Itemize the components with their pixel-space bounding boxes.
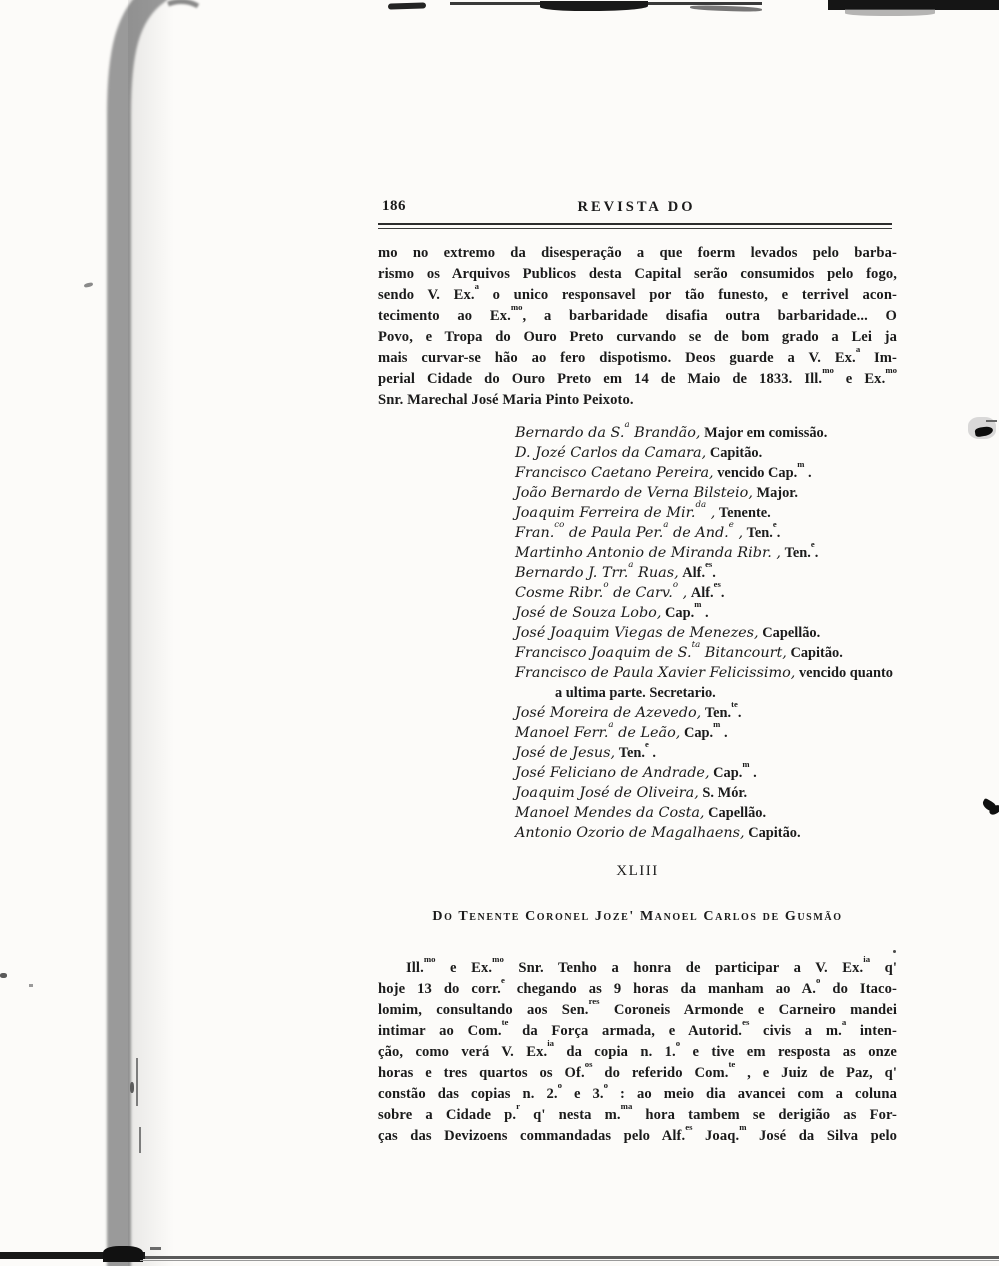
signatory-rank: vencido Cap.$^m$ . <box>717 459 812 481</box>
signatory-item <box>515 599 903 623</box>
signatory-name: D. Jozé Carlos da Camara, <box>515 445 707 461</box>
signatory-name: Joaquim José de Oliveira, <box>515 785 699 801</box>
text-line: Ill.$^{mo}$ e Ex.$^{mo}$ Snr. Tenho a honra de participar a V. Ex.$^{ia}$ q' <box>406 954 897 976</box>
section-title: Do Tenente Coronel Joze' Manoel Carlos de Gusmão <box>432 909 843 924</box>
signatory-rank: Capitão. <box>748 825 801 841</box>
signatory-name: Fran.$^{co}$ de Paula Per.$^a$ de And.$^e$ , <box>515 520 744 541</box>
signatory-name: Joaquim Ferreira de Mir.$^{da}$ , <box>515 500 716 521</box>
scan-artifact-top <box>690 5 762 13</box>
signatory-item <box>515 803 903 823</box>
scan-artifact-bottom <box>0 1252 145 1259</box>
signatory-item <box>515 699 903 723</box>
signatory-rank: Capellão. <box>708 805 767 821</box>
text-line: perial Cidade do Ouro Preto em 14 de Maio de 1833. Ill.$^{mo}$ e Ex.$^{mo}$ <box>378 365 897 387</box>
signatory-rank: Cap.$^m$ . <box>683 719 728 741</box>
text-line: horas e tres quartos os Of.$^{os}$ do referido Com.$^{te}$ , e Juiz de Paz, q' <box>378 1059 897 1081</box>
signatory-rank: Capitão. <box>790 645 843 661</box>
signatory-rank: Ten.$^e$. <box>784 539 819 561</box>
scan-artifact-top <box>540 1 648 11</box>
signatory-rank: Ten.$^e$. <box>746 519 781 541</box>
scan-artifact-left <box>0 973 7 978</box>
signatory-name: Manoel Ferr.$^a$ de Leão, <box>515 720 681 741</box>
scan-artifact-right <box>986 420 997 422</box>
signatory-rank: Ten.$^e$ . <box>618 739 657 761</box>
signatory-name: José Joaquim Viegas de Menezes, <box>515 625 759 641</box>
text-line: intimar ao Com.$^{te}$ da Força armada, e Autorid.$^{es}$ civis a m.$^a$ inten- <box>378 1017 897 1039</box>
scan-artifact-right <box>981 798 998 813</box>
signatory-rank: Alf.$^{es}$. <box>690 579 725 601</box>
text-line: Snr. Marechal José Maria Pinto Peixoto. <box>378 392 634 408</box>
signatory-item <box>515 459 903 483</box>
scan-artifact-right <box>988 804 999 816</box>
section-numeral: XLIII <box>616 863 659 879</box>
signatory-rank: Capellão. <box>762 625 821 641</box>
signatories-list <box>515 420 903 843</box>
signatory-name: Francisco Joaquim de S.$^{ta}$ Bitancourt, <box>515 640 787 661</box>
signatory-name: Francisco de Paula Xavier Felicissimo, <box>515 665 796 681</box>
signatory-rank: Ten.$^{te}$. <box>704 699 742 721</box>
signatory-rank: Tenente. <box>718 505 771 521</box>
text-line: Povo, e Tropa do Ouro Preto curvando se de bom grado a Lei ja <box>378 329 897 345</box>
signatory-item <box>515 640 903 663</box>
signatory-name: Martinho Antonio de Miranda Ribr. , <box>515 545 781 561</box>
signatory-name: Antonio Ozorio de Magalhaens, <box>515 825 745 841</box>
signatory-rank: vencido quanto a ultima parte. Secretario. <box>555 665 893 701</box>
body-paragraph <box>378 243 897 411</box>
signatory-item <box>515 759 903 783</box>
scan-artifact-right <box>974 426 993 438</box>
signatory-name: Manoel Mendes da Costa, <box>515 805 705 821</box>
scan-artifact-left <box>29 984 33 987</box>
scan-artifact-right <box>968 417 996 439</box>
text-line: rismo os Arquivos Publicos desta Capital serão consumidos pelo fogo, <box>378 266 897 282</box>
signatory-item <box>515 663 903 703</box>
text-line: constão das copias n. 2.$^o$ e 3.$^o$ : ao meio dia avancei com a coluna <box>378 1080 897 1102</box>
signatory-item <box>515 719 903 743</box>
signatory-name: Francisco Caetano Pereira, <box>515 465 714 481</box>
signatory-name: José de Souza Lobo, <box>515 605 662 621</box>
text-line: mais curvar-se hão ao fero dispotismo. Deos guarde a V. Ex.$^a$ Im- <box>378 344 898 366</box>
signatory-name: José Feliciano de Andrade, <box>515 765 710 781</box>
signatory-item <box>515 783 903 803</box>
signatory-item <box>515 739 903 763</box>
text-line: lomim, consultando aos Sen.$^{res}$ Coroneis Armonde e Carneiro mandei <box>378 996 897 1018</box>
signatory-rank: Cap.$^m$ . <box>713 759 757 781</box>
scan-artifact-top <box>845 9 935 16</box>
signatory-name: Bernardo da S.$^a$ Brandão, <box>515 420 701 441</box>
page-header <box>378 198 895 218</box>
signatory-name: José Moreira de Azevedo, <box>515 705 702 721</box>
signatory-item <box>515 483 903 503</box>
signatory-rank: S. Mór. <box>702 785 748 801</box>
text-line: tecimento ao Ex.$^{mo}$, a barbaridade disafia outra barbaridade... O <box>378 302 897 324</box>
signatory-rank: Major. <box>756 485 798 501</box>
text-line: mo no extremo da disesperação a que foerm levados pelo barba- <box>378 245 897 261</box>
scan-artifact-bottom <box>140 1260 999 1261</box>
signatory-rank: Alf.$^{es}$. <box>682 559 716 581</box>
signatory-item <box>515 623 903 643</box>
text-line: sendo V. Ex.$^a$ o unico responsavel por tão funesto, e terrivel acon- <box>378 281 898 303</box>
signatory-rank: Capitão. <box>709 445 763 461</box>
text-line: ças das Devizoens commandadas pelo Alf.$^{es}$ Joaq.$^m$ José da Silva pelo <box>378 1122 898 1144</box>
text-line: sobre a Cidade p.$^r$ q' nesta m.$^{ma}$ hora tambem se derigião as For- <box>378 1101 897 1123</box>
signatory-item <box>515 420 903 443</box>
body-paragraph <box>378 954 898 1147</box>
signatory-item <box>515 519 903 543</box>
signatory-item <box>515 823 903 843</box>
journal-title: REVISTA DO <box>577 199 696 215</box>
text-line: hoje 13 do corr.$^e$ chegando as 9 horas da manham ao A.$^o$ do Itaco- <box>378 975 897 997</box>
scan-artifact-dot <box>893 950 896 953</box>
signatory-rank: Cap.$^m$ . <box>665 599 709 621</box>
signatory-item <box>515 443 903 463</box>
text-line: ção, como verá V. Ex.$^{ia}$ da copia n. 1.$^o$ e tive em resposta as onze <box>378 1038 897 1060</box>
page-number: 186 <box>382 198 406 214</box>
signatory-name: Bernardo J. Trr.$^a$ Ruas, <box>515 560 679 581</box>
scan-artifact-top <box>450 2 762 5</box>
signatory-name: João Bernardo de Verna Bilsteio, <box>515 485 753 501</box>
signatory-item <box>515 579 903 603</box>
signatory-item <box>515 559 903 583</box>
scan-artifact-top <box>388 2 426 9</box>
scan-artifact-top <box>828 0 999 10</box>
gutter-shading <box>128 0 174 1266</box>
signatory-item <box>515 500 903 523</box>
signatory-rank: Major em comissão. <box>704 425 828 441</box>
scan-artifact-left <box>84 282 94 288</box>
signatory-name: José de Jesus, <box>515 745 616 761</box>
signatory-name: Cosme Ribr.$^o$ de Carv.$^o$ , <box>515 580 688 601</box>
header-rule <box>378 223 892 229</box>
